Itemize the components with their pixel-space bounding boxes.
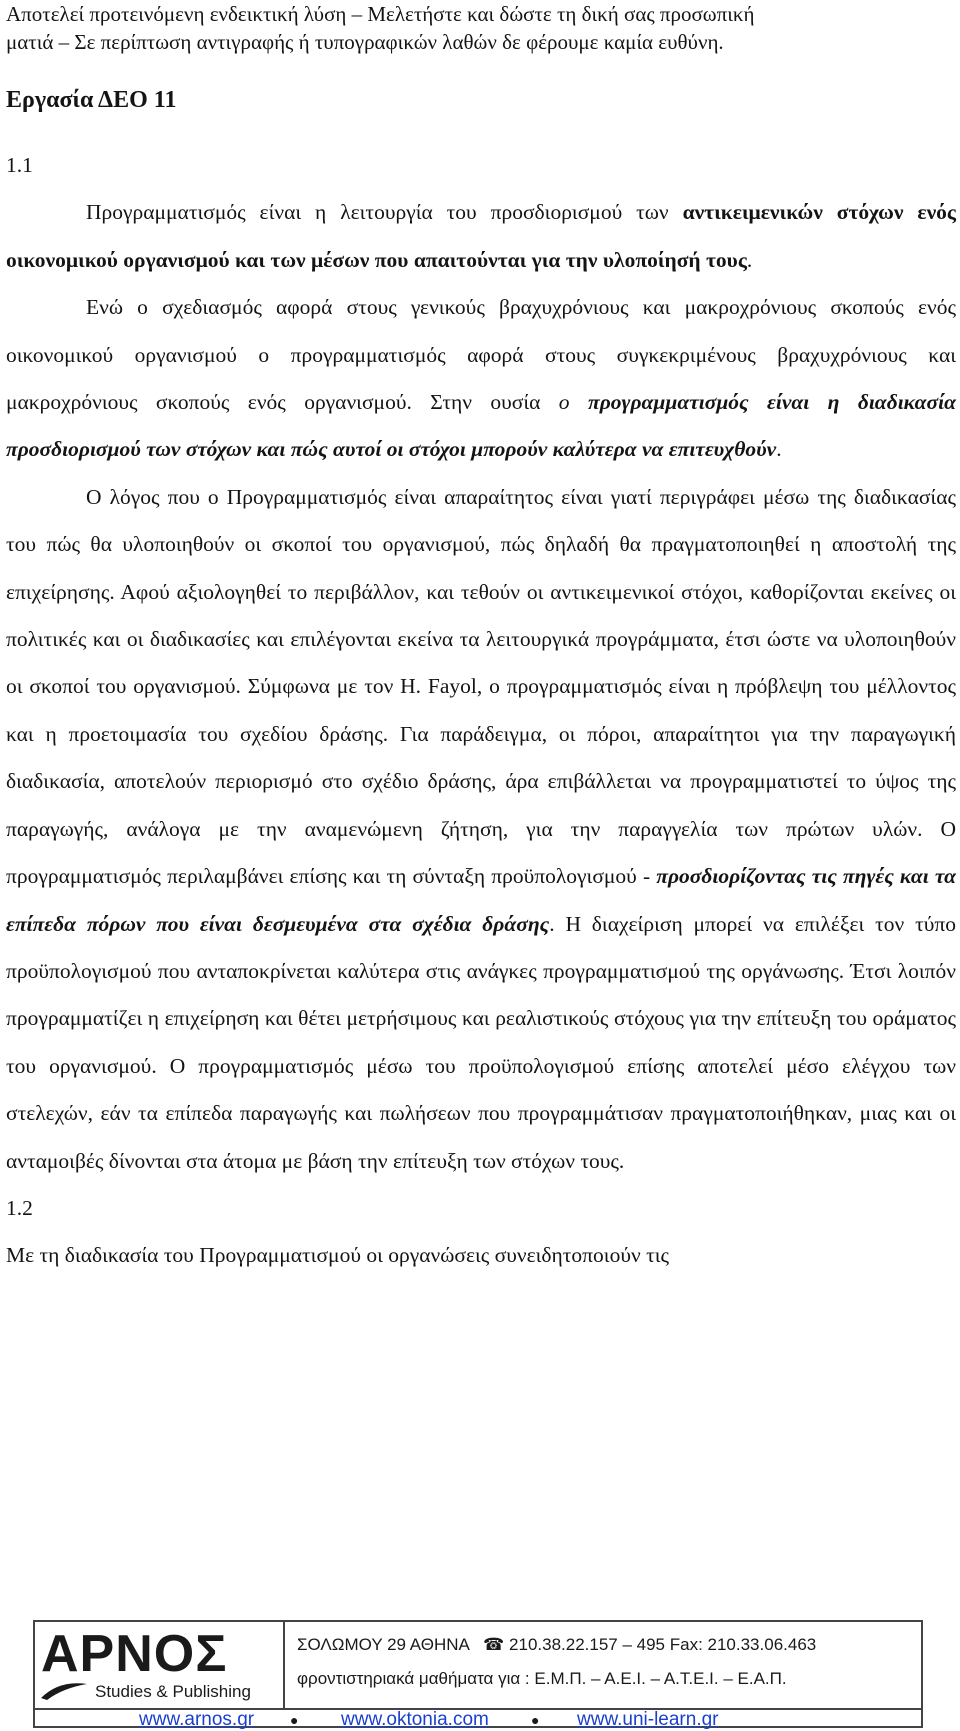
- paragraph: Με τη διαδικασία του Προγραμματισμού οι οργανώσεις συνειδητοποιούν τις: [6, 1243, 670, 1268]
- paragraph-text: Ο λόγος που ο Προγραμματισμός είναι απαραίτητος είναι γιατί περιγράφει μέσω της διαδικασίας του πώς θα υλοποιηθούν οι σκοποί του οργανισμού, πώς δηλαδή θα πραγματοποιηθεί η αποστολή της επιχείρησης. Αφού αξιολογηθεί το περιβάλλον, και τεθούν οι αντικειμενικοί στόχοι, καθορίζονται εκείνες οι πολιτικές και οι διαδικασίες και επιλέγονται εκείνα τα λειτουργικά προγράμματα, έτσι ώστε να υλοποιηθούν οι σκοποί του οργανισμού. Σύμφωνα με τον H. Fayol, ο προγραμματισμός είναι η πρόβλεψη του μέλλοντος και η προετοιμασία του σχεδίου δράσης. Για παράδειγμα, οι πόροι, απαραίτητοι για την παραγωγική διαδικασία, αποτελούν περιορισμό στο σχέδιο δράσης, άρα επιβάλλεται να προγραμματιστεί το ύψος της παραγωγής, ανάλογα με την αναμενώμενη ζήτηση, για την παραγγελία των πρώτων υλών. Ο προγραμματισμός περιλαμβάνει επίσης και τη σύνταξη προϋπολογισμού -: [6, 484, 956, 889]
- disclaimer: [6, 0, 946, 56]
- courses-line: φροντιστηριακά μαθήματα για : Ε.Μ.Π. – Α.Ε.Ι. – Α.Τ.Ε.Ι. – Ε.Α.Π.: [297, 1669, 787, 1688]
- document-body: [6, 142, 956, 1280]
- paragraph-text: . Η διαχείριση μπορεί να επιλέξει τον τύπο προϋπολογισμού που ανταποκρίνεται καλύτερα στις ανάγκες προγραμματισμού της οργάνωσης. Έτσι λοιπόν προγραμματίζει η επιχείρηση και θέτει μετρήσιμους και ρεαλιστικούς στόχους για την επίτευξη του οράματος του οργανισμού. Ο προγραμματισμός μέσω του προϋπολογισμού επίσης αποτελεί μέσο ελέγχου των στελεχών, εάν τα επίπεδα παραγωγής και πωλήσεων που προγραμμάτισαν πραγματοποιήθηκαν, μιας και οι ανταμοιβές δίνονται στα άτομα με βάση την επίτευξη των στόχων τους.: [6, 911, 956, 1173]
- bold-italic-text: προγραμματισμός είναι η διαδικασία προσδιορισμού των στόχων και πώς αυτοί οι στόχοι μπορούν καλύτερα να επιτευχθούν: [6, 390, 957, 462]
- paragraph: [6, 284, 956, 474]
- publisher-logo: [35, 1622, 285, 1708]
- phone-numbers: 210.38.22.157 – 495 Fax: 210.33.06.463: [509, 1635, 817, 1654]
- disclaimer-line-1: Αποτελεί προτεινόμενη ενδεικτική λύση – Μελετήστε και δώστε τη δική σας προσωπική: [6, 2, 755, 26]
- paragraph: [6, 474, 956, 1185]
- paragraph-text: Ενώ ο σχεδιασμός αφορά στους γενικούς βραχυχρόνιους και μακροχρόνιους σκοπούς ενός οικονομικού οργανισμού ο προγραμματισμός αφορά στους συγκεκριμένους βραχυχρόνιους και μακροχρόνιους σκοπούς ενός οργανισμού. Στην ουσία: [6, 295, 956, 415]
- bold-italic-text: προσδιορίζοντας τις πηγές και τα επίπεδα πόρων που είναι δεσμευμένα στα σχέδια δράσης: [6, 864, 956, 936]
- section-number: 1.1: [6, 153, 33, 177]
- bold-text: αντικειμενικών στόχων ενός οικονομικού οργανισμού και των μέσων που απαιτούνται για την υλοποίησή τους: [6, 200, 956, 272]
- logo-wordmark: ΑΡΝΟΣ: [41, 1625, 228, 1683]
- footer-links: [35, 1708, 921, 1728]
- disclaimer-line-2: ματιά – Σε περίπτωση αντιγραφής ή τυπογραφικών λαθών δε φέρουμε καμία ευθύνη.: [6, 30, 724, 54]
- bullet-separator: ●: [531, 1712, 540, 1728]
- address: ΣΟΛΩΜΟΥ 29 ΑΘΗΝΑ: [297, 1635, 469, 1654]
- paragraph-text: .: [746, 247, 753, 272]
- phone-icon: ☎: [473, 1635, 510, 1654]
- paragraph-text: Προγραμματισμός είναι η λειτουργία του προσδιορισμού των: [86, 200, 683, 225]
- link-arnos[interactable]: www.arnos.gr: [139, 1709, 255, 1730]
- italic-text: ο: [558, 390, 588, 415]
- logo-swoosh-icon: [39, 1678, 89, 1702]
- section-number: 1.2: [6, 1195, 33, 1220]
- publisher-footer: [33, 1620, 923, 1728]
- link-uni-learn[interactable]: www.uni-learn.gr: [577, 1709, 719, 1730]
- bullet-separator: ●: [290, 1712, 299, 1728]
- contact-info: [297, 1628, 816, 1696]
- logo-subtitle: Studies & Publishing: [95, 1682, 251, 1701]
- page-title: Εργασία ΔΕΟ 11: [6, 87, 177, 113]
- link-oktonia[interactable]: www.oktonia.com: [341, 1709, 489, 1730]
- paragraph-text: .: [776, 437, 782, 462]
- contact-line-1: [297, 1628, 816, 1662]
- paragraph: [6, 189, 956, 284]
